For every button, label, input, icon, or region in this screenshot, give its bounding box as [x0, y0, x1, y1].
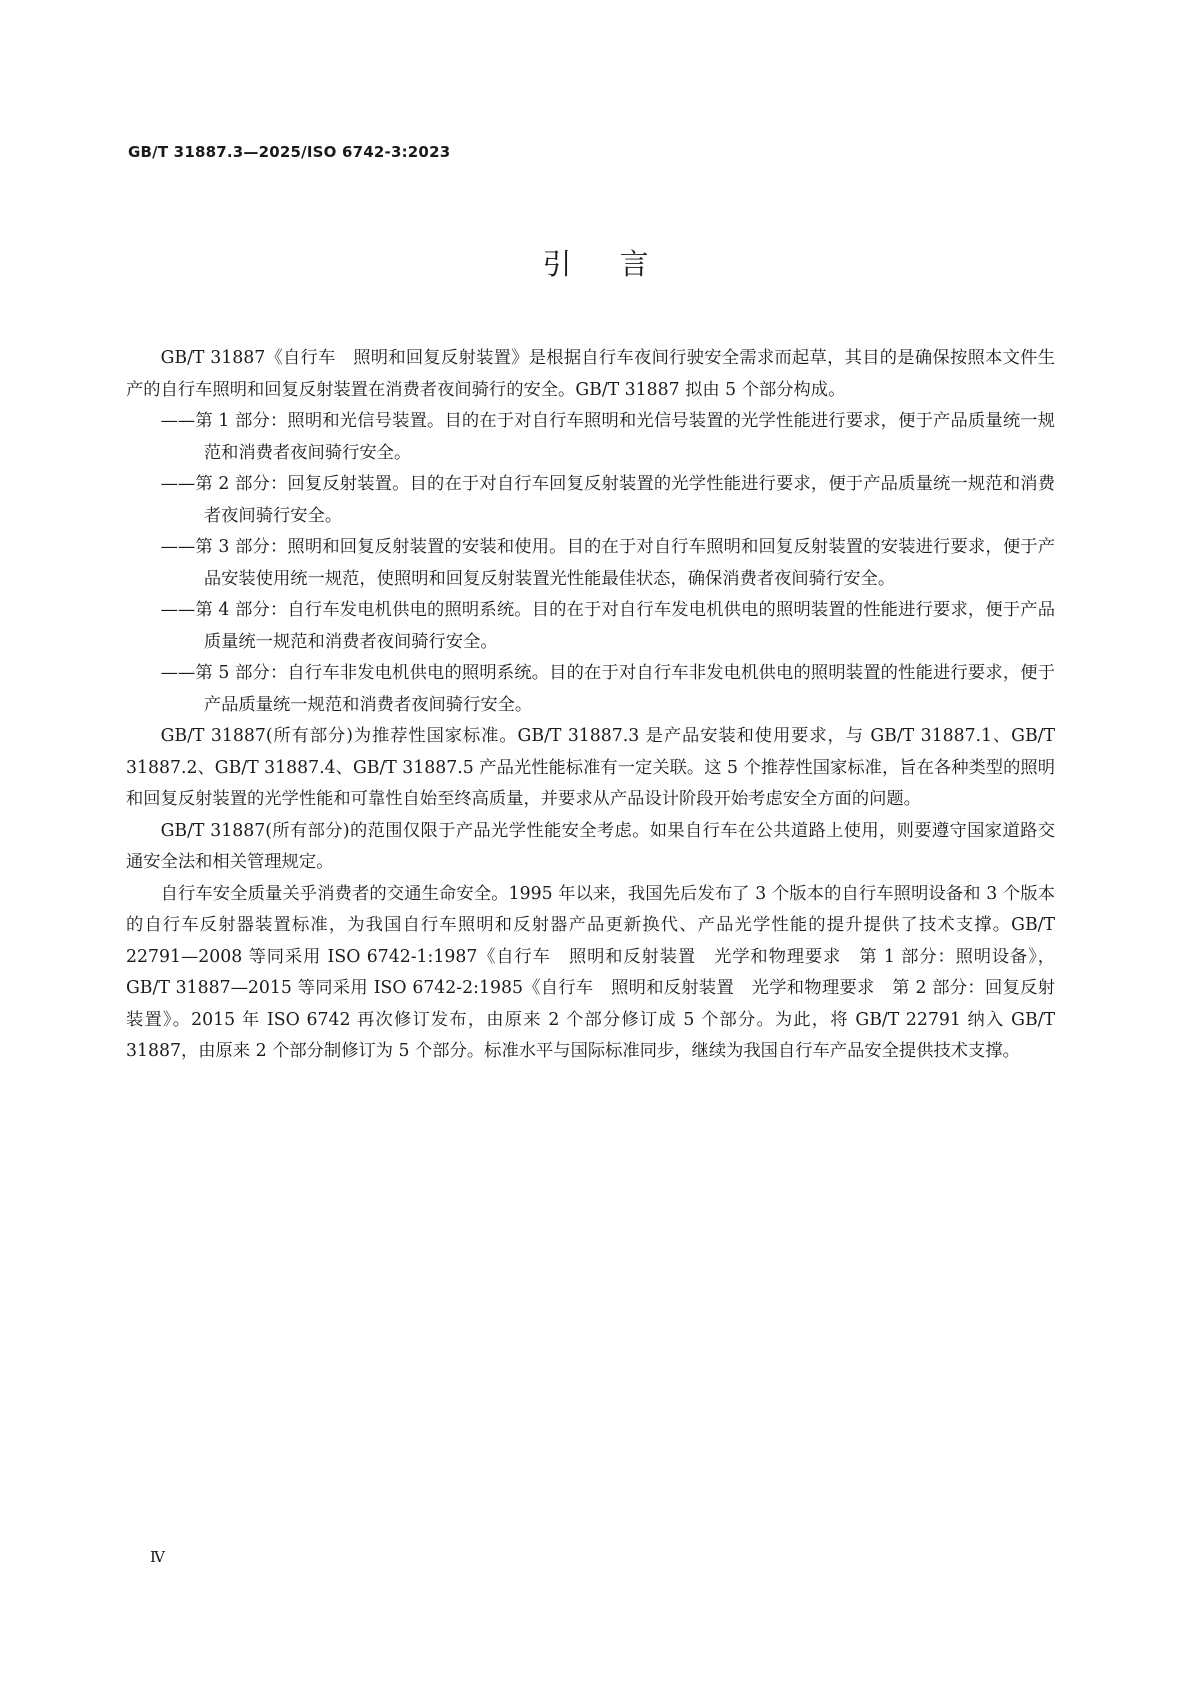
intro-paragraph-2: GB/T 31887(所有部分)为推荐性国家标准。GB/T 31887.3 是产品安装和使用要求，与 GB/T 31887.1、GB/T 31887.2、GB/T 31887.4、GB/T 31887.5 产品光性能标准有一定关联。这 5 个推荐性国家标准，旨在各种类型的照明和回复反射装置的光学性能和可靠性自始至终高质量，并要求从产品设计阶段开始考虑安全方面的问题。	[126, 726, 1055, 809]
introduction-body	[126, 343, 1055, 1068]
page-title: 引言	[542, 247, 697, 281]
page-number: Ⅳ	[150, 1548, 165, 1566]
part-list-item-5: ——第 5 部分：自行车非发电机供电的照明系统。目的在于对自行车非发电机供电的照明装置的性能进行要求，便于产品质量统一规范和消费者夜间骑行安全。	[160, 663, 1055, 715]
part-list-item-2: ——第 2 部分：回复反射装置。目的在于对自行车回复反射装置的光学性能进行要求，便于产品质量统一规范和消费者夜间骑行安全。	[160, 474, 1055, 526]
part-list-item-3: ——第 3 部分：照明和回复反射装置的安装和使用。目的在于对自行车照明和回复反射装置的安装进行要求，便于产品安装使用统一规范，使照明和回复反射装置光性能最佳状态，确保消费者夜间骑行安全。	[160, 537, 1055, 589]
intro-paragraph-1: GB/T 31887《自行车 照明和回复反射装置》是根据自行车夜间行驶安全需求而起草，其目的是确保按照本文件生产的自行车照明和回复反射装置在消费者夜间骑行的安全。GB/T 31887 拟由 5 个部分构成。	[126, 348, 1055, 400]
intro-paragraph-3: GB/T 31887(所有部分)的范围仅限于产品光学性能安全考虑。如果自行车在公共道路上使用，则要遵守国家道路交通安全法和相关管理规定。	[126, 820, 1055, 872]
part-list-item-1: ——第 1 部分：照明和光信号装置。目的在于对自行车照明和光信号装置的光学性能进行要求，便于产品质量统一规范和消费者夜间骑行安全。	[160, 411, 1055, 463]
document-header-code: GB/T 31887.3—2025/ISO 6742-3:2023	[128, 143, 451, 161]
part-list-item-4: ——第 4 部分：自行车发电机供电的照明系统。目的在于对自行车发电机供电的照明装置的性能进行要求，便于产品质量统一规范和消费者夜间骑行安全。	[160, 600, 1055, 652]
intro-paragraph-4: 自行车安全质量关乎消费者的交通生命安全。1995 年以来，我国先后发布了 3 个版本的自行车照明设备和 3 个版本的自行车反射器装置标准，为我国自行车照明和反射器产品更新换代、产品光学性能的提升提供了技术支撑。GB/T 22791—2008 等同采用 ISO 6742-1:1987《自行车 照明和反射装置 光学和物理要求 第 1 部分：照明设备》，GB/T 31887—2015 等同采用 ISO 6742-2:1985《自行车 照明和反射装置 光学和物理要求 第 2 部分：回复反射装置》。2015 年 ISO 6742 再次修订发布，由原来 2 个部分修订成 5 个部分。为此，将 GB/T 22791 纳入 GB/T 31887，由原来 2 个部分制修订为 5 个部分。标准水平与国际标准同步，继续为我国自行车产品安全提供技术支撑。	[126, 883, 1055, 1061]
